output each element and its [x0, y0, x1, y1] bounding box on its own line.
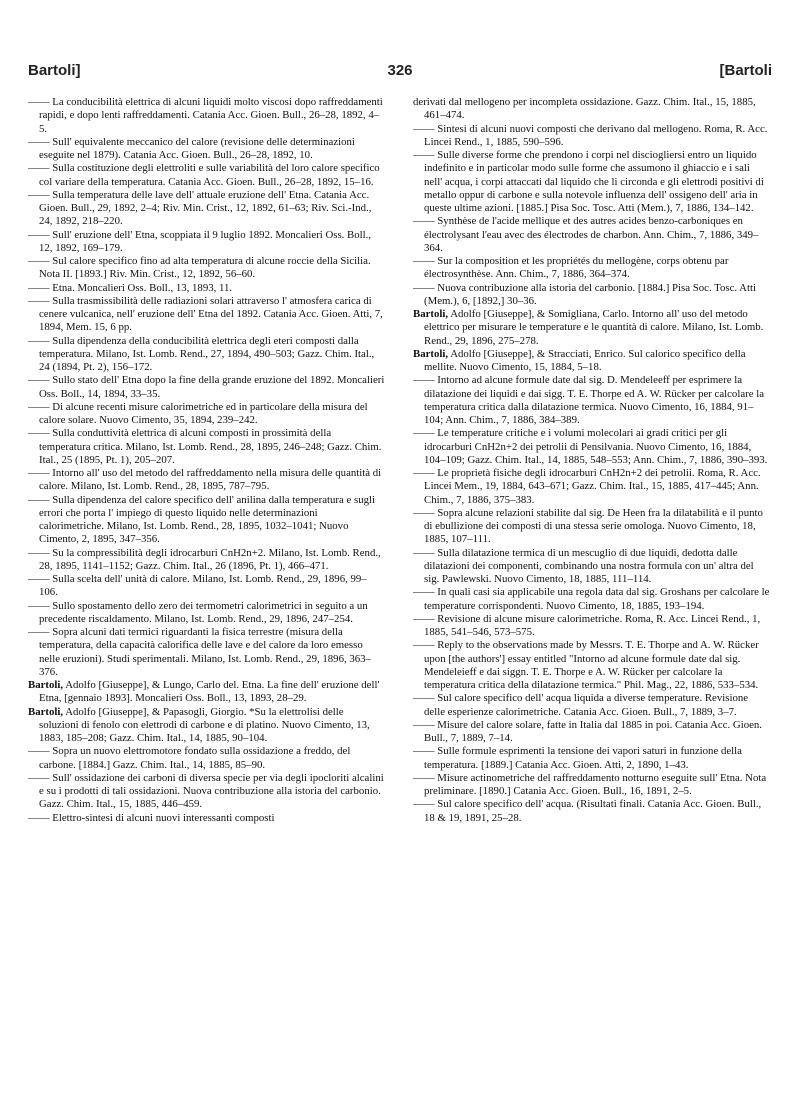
entry: Bartoli, Adolfo [Giuseppe], & Stracciati, Enrico. Sul calorico specifico della mellite. Nuovo Cimento, 15, 1884, 5–18.	[413, 347, 746, 373]
entry: —— Elettro-sintesi di alcuni nuovi interessanti composti	[28, 811, 275, 824]
running-header	[28, 62, 772, 86]
entry: —— Revisione di alcune misure calorimetriche. Roma, R. Acc. Lincei Rend., 1, 1885, 541–546, 573–575.	[413, 612, 761, 638]
entry: —— Sullo stato dell' Etna dopo la fine della grande eruzione del 1892. Moncalieri Oss. Boll., 14, 1894, 33–35.	[28, 374, 385, 400]
entry: —— Misure del calore solare, fatte in Italia dal 1885 in poi. Catania Acc. Gioen. Bull., 7, 1889, 7–14.	[413, 718, 762, 744]
header-left: Bartoli]	[28, 62, 81, 79]
entry: —— Misure actinometriche del raffreddamento notturno eseguite sull' Etna. Nota preliminare. [1890.] Catania Acc. Gioen. Bull., 16, 1891, 2–5.	[413, 771, 767, 797]
entry: —— Sulle diverse forme che prendono i corpi nel disciogliersi entro un liquido indefinito e in particolar modo sulle forme che assumono il ghiaccio e i sali nell' acqua, i corpi attaccati dal liquido che li circonda e gli elettrodi positivi di metallo oppur di carbone e sulla notevole influenza dell' ossigeno dell' aria in queste ultime azioni. [1885.] Pisa Soc. Tosc. Atti (Mem.), 7, 1886, 134–142.	[413, 149, 764, 214]
entry: —— Sulla dilatazione termica di un mescuglio di due liquidi, dedotta dalle dilatazioni dei componenti, combinando una nostra formula con un' altra del sig. Pawlewski. Nuovo Cimento, 18, 1885, 111–114.	[413, 546, 754, 585]
left-column	[28, 96, 385, 1106]
entry: —— Sintesi di alcuni nuovi composti che derivano dal mellogeno. Roma, R. Acc. Lincei Rend., 1, 1885, 590–596.	[413, 122, 768, 148]
entry: —— Sopra alcuni dati termici riguardanti la fisica terrestre (misura della temperatura, della capacità calorifica delle lave e del calore da loro emesso nelle eruzioni). Studi sperimentali. Milano, Ist. Lomb. Rend., 29, 1896, 363–376.	[28, 626, 371, 678]
entry: —— Su la compressibilità degli idrocarburi CnH2n+2. Milano, Ist. Lomb. Rend., 28, 1895, 1141–1152; Gazz. Chim. Ital., 26 (1896, Pt. 1), 466–471.	[28, 546, 381, 572]
entry: —— Synthèse de l'acide mellique et des autres acides benzo-carboniques en électrolysant l'eau avec des électrodes de charbon. Ann. Chim., 7, 1886, 349–364.	[413, 215, 759, 254]
entry: Bartoli, Adolfo [Giuseppe], & Lungo, Carlo del. Etna. La fine dell' eruzione dell' Etna, [gennaio 1893]. Moncalieri Oss. Boll., 13, 1893, 28–29.	[28, 679, 380, 705]
entry: —— Sull' ossidazione dei carboni di diversa specie per via degli ipocloriti alcalini e su i prodotti di tali ossidazioni. Nuova contribuzione alla istoria del carbonio. Gazz. Chim. Ital., 15, 1885, 446–459.	[28, 771, 384, 811]
entry: —— Nuova contribuzione alla istoria del carbonio. [1884.] Pisa Soc. Tosc. Atti (Mem.), 6, [1892,] 30–36.	[413, 281, 756, 307]
right-column	[413, 96, 770, 1106]
entry: —— Sulla dipendenza della conducibilità elettrica degli eteri composti dalla temperatura. Milano, Ist. Lomb. Rend., 27, 1894, 490–503; Gazz. Chim. Ital., 24 (1894, Pt. 2), 156–172.	[28, 334, 375, 373]
entry: —— La conducibilità elettrica di alcuni liquidi molto viscosi dopo raffreddamenti rapidi, e dopo lenti raffreddamenti. Catania Acc. Gioen. Bull., 26–28, 1892, 4–5.	[28, 96, 383, 135]
entry: —— Sul calore specifico dell' acqua. (Risultati finali. Catania Acc. Gioen. Bull., 18 & 19, 1891, 25–28.	[413, 798, 762, 824]
entry: Bartoli, Adolfo [Giuseppe], & Somigliana, Carlo. Intorno all' uso del metodo elettrico per misurare le temperature e le quantità di calore. Milano, Ist. Lomb. Rend., 29, 1896, 275–278.	[413, 308, 764, 347]
entry: —— In quali casi sia applicabile una regola data dal sig. Groshans per calcolare le temperature corrispondenti. Nuovo Cimento, 18, 1885, 193–194.	[413, 586, 770, 612]
entry: —— Sopra un nuovo elettromotore fondato sulla ossidazione a freddo, del carbone. [1884.] Gazz. Chim. Ital., 14, 1885, 85–90.	[28, 745, 351, 771]
entry: —— Reply to the observations made by Messrs. T. E. Thorpe and A. W. Rücker upon [the authors'] essay entitled "Intorno ad alcune formule date dal sig. Mendeleieff e dai siggn. T. E. Thorpe e A. W. Rücker per calcolare la temperatura critica della dilatazione termica." Phil. Mag., 22, 1886, 533–534.	[413, 639, 759, 691]
entry: —— Sull' equivalente meccanico del calore (revisione delle determinazioni eseguite nel 1879). Catania Acc. Gioen. Bull., 26–28, 1892, 10.	[28, 135, 355, 161]
entry: —— Sur la composition et les propriétés du mellogène, corps obtenu par électrosynthèse. Ann. Chim., 7, 1886, 364–374.	[413, 255, 729, 281]
header-right: [Bartoli	[719, 62, 772, 79]
entry: —— Sull' eruzione dell' Etna, scoppiata il 9 luglio 1892. Moncalieri Oss. Boll., 12, 1892, 169–179.	[28, 228, 372, 254]
entry: —— Sul calore specifico fino ad alta temperatura di alcune roccie della Sicilia. Nota II. [1893.] Riv. Min. Crist., 12, 1892, 56–60.	[28, 255, 371, 281]
entry: —— Sulla conduttività elettrica di alcuni composti in prossimità della temperatura critica. Milano, Ist. Lomb. Rend., 28, 1895, 246–248; Gazz. Chim. Ital., 25 (1895, Pt. 1), 205–207.	[28, 427, 382, 466]
entry: —— Sulla trasmissibilità delle radiazioni solari attraverso l' atmosfera carica di cenere vulcanica, nell' eruzione dell' Etna del 1892. Catania Acc. Gioen. Atti, 7, 1894, Mem. 15, 6 pp.	[28, 294, 383, 334]
entry: —— Di alcune recenti misure calorimetriche ed in particolare della misura del calore solare. Nuovo Cimento, 35, 1894, 239–242.	[28, 400, 368, 426]
entry: —— Sullo spostamento dello zero dei termometri calorimetrici in seguito a un precedente riscaldamento. Milano, Ist. Lomb. Rend., 29, 1896, 247–254.	[28, 599, 368, 625]
entry: —— Sopra alcune relazioni stabilite dal sig. De Heen fra la dilatabilità e il punto di ebullizione dei composti di una stessa serie omologa. Nuovo Cimento, 18, 1885, 107–111.	[413, 506, 763, 546]
entry: —— Sulla temperatura delle lave dell' attuale eruzione dell' Etna. Catania Acc. Gioen. Bull., 29, 1892, 2–4; Riv. Min. Crist., 12, 1892, 61–63; Riv. Sci.-Ind., 24, 1892, 218–220.	[28, 188, 372, 228]
entry: —— Le proprietà fisiche degli idrocarburi CnH2n+2 dei petrolii. Roma, R. Acc. Lincei Mem., 19, 1884, 643–671; Gazz. Chim. Ital., 15, 1885, 417–445; Ann. Chim., 7, 1886, 375–383.	[413, 467, 761, 506]
entry: —— Etna. Moncalieri Oss. Boll., 13, 1893, 11.	[28, 281, 233, 294]
entry: —— Sulla scelta dell' unità di calore. Milano, Ist. Lomb. Rend., 29, 1896, 99–106.	[28, 573, 367, 599]
entry: —— Le temperature critiche e i volumi molecolari ai gradi critici per gli idrocarburi CnH2n+2 dei petrolii di Pensilvania. Nuovo Cimento, 16, 1884, 104–109; Gazz. Chim. Ital., 14, 1885, 548–553; Ann. Chim., 7, 1886, 390–393.	[413, 427, 768, 466]
entry: —— Sulla costituzione degli elettroliti e sulle variabilità del loro calore specifico col variare della temperatura. Catania Acc. Gioen. Bull., 26–28, 1892, 15–16.	[28, 162, 380, 188]
entry: —— Sul calore specifico dell' acqua liquida a diverse temperature. Revisione delle esperienze calorimetriche. Catania Acc. Gioen. Bull., 7, 1889, 3–7.	[413, 692, 749, 718]
entry: —— Sulla dipendenza del calore specifico dell' anilina dalla temperatura e sugli errori che porta l' impiego di questo liquido nelle determinazioni calorimetriche. Milano, Ist. Lomb. Rend., 28, 1895, 1032–1041; Nuovo Cimento, 2, 1895, 347–356.	[28, 493, 376, 546]
page-number: 326	[387, 62, 413, 79]
entry: —— Intorno ad alcune formule date dal sig. D. Mendeleeff per esprimere la dilatazione dei liquidi e dai sigg. T. E. Thorpe ed A. W. Rücker per calcolare la temperatura critica dalla dilatazione termica. Nuovo Cimento, 16, 1884, 91–104; Ann. Chim., 7, 1886, 384–389.	[413, 374, 764, 426]
entry: —— Sulle formule esprimenti la tensione dei vapori saturi in funzione della temperatura. [1889.] Catania Acc. Gioen. Atti, 2, 1890, 1–43.	[413, 745, 742, 771]
entry: Bartoli, Adolfo [Giuseppe], & Papasogli, Giorgio. *Su la elettrolisi delle soluzioni di fenolo con elettrodi di carbone e di platino. Nuovo Cimento, 13, 1883, 185–208; Gazz. Chim. Ital., 14, 1885, 90–104.	[28, 705, 370, 744]
entry: —— Intorno all' uso del metodo del raffreddamento nella misura delle quantità di calore. Milano, Ist. Lomb. Rend., 28, 1895, 787–795.	[28, 467, 382, 493]
entry: derivati dal mellogeno per incompleta ossidazione. Gazz. Chim. Ital., 15, 1885, 461–474.	[413, 96, 756, 122]
